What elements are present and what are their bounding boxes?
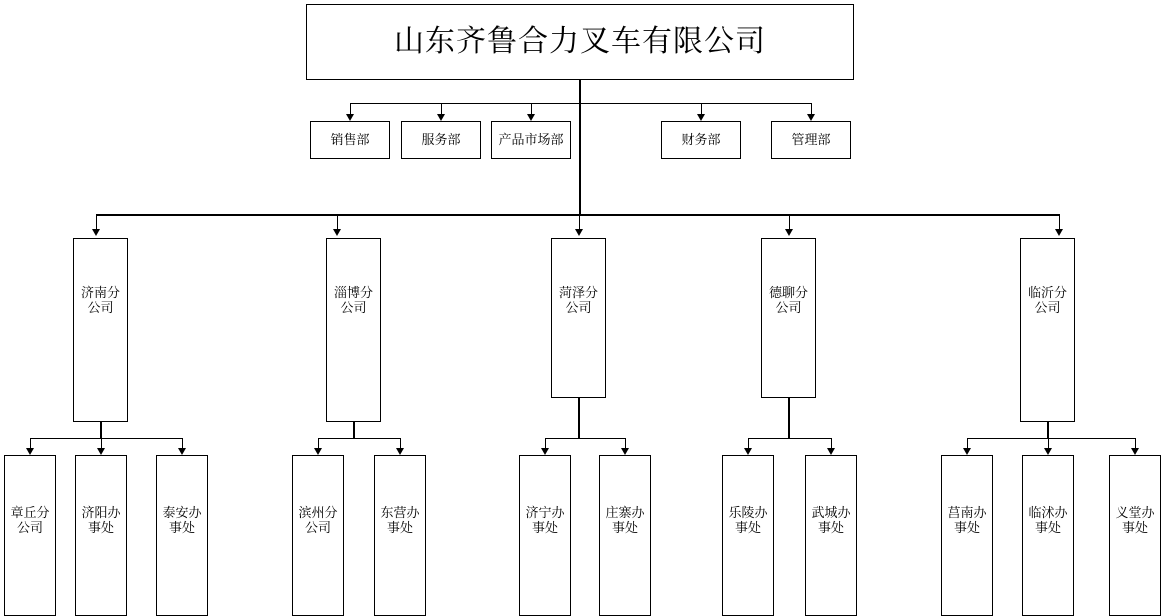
heze-arrow-2 (621, 448, 629, 455)
trunk-line (579, 80, 581, 215)
dept-label-sales: 销售部 (330, 132, 370, 148)
branch-node-zibo (326, 238, 381, 422)
dept-node-service (401, 121, 481, 159)
jinan-stem (100, 422, 102, 439)
branch-arrow-5 (1055, 229, 1063, 236)
deliao-arrow-1 (744, 448, 752, 455)
office-node-taian (156, 455, 208, 616)
office-label-wucheng: 武城办事处 (811, 505, 851, 536)
office-label-jining: 济宁办事处 (525, 505, 565, 536)
root-node (306, 4, 854, 80)
linyi-arrow-1 (963, 448, 971, 455)
dept-arrow-4 (697, 114, 705, 121)
branch-label-linyi: 临沂分公司 (1027, 285, 1067, 316)
office-node-zhuangzhai (599, 455, 651, 616)
dept-bus-line (350, 103, 812, 104)
dept-label-product-market: 产品市场部 (498, 132, 564, 148)
office-label-yitang: 义堂办事处 (1115, 505, 1155, 536)
dept-node-product-market (491, 121, 571, 159)
deliao-arrow-2 (827, 448, 835, 455)
office-node-junan (941, 455, 993, 616)
root-node-label: 山东齐鲁合力叉车有限公司 (394, 25, 766, 59)
deliao-stem (788, 398, 790, 439)
office-label-taian: 泰安办事处 (162, 505, 202, 536)
dept-label-management: 管理部 (791, 132, 831, 148)
office-node-linshu (1022, 455, 1074, 616)
jinan-arrow-3 (178, 448, 186, 455)
zibo-bus (318, 438, 400, 439)
branch-node-deliao (761, 238, 816, 398)
dept-arrow-3 (527, 114, 535, 121)
dept-node-sales (310, 121, 390, 159)
office-node-dongying (374, 455, 426, 616)
office-node-yitang (1109, 455, 1161, 616)
branch-node-heze (551, 238, 606, 398)
branch-arrow-4 (785, 229, 793, 236)
office-node-binzhou (292, 455, 344, 616)
branch-label-deliao: 德聊分公司 (768, 285, 808, 316)
office-label-zhangqiu: 章丘分公司 (10, 505, 50, 536)
office-node-jiyang (75, 455, 127, 616)
office-label-junan: 莒南办事处 (947, 505, 987, 536)
office-label-zhuangzhai: 庄寨办事处 (605, 505, 645, 536)
zibo-stem (353, 422, 355, 439)
heze-arrow-1 (541, 448, 549, 455)
branch-label-heze: 菏泽分公司 (558, 285, 598, 316)
dept-arrow-2 (437, 114, 445, 121)
deliao-bus (748, 438, 831, 439)
linyi-arrow-2 (1044, 448, 1052, 455)
linyi-arrow-3 (1131, 448, 1139, 455)
zibo-arrow-2 (396, 448, 404, 455)
office-label-dongying: 东营办事处 (380, 505, 420, 536)
dept-arrow-1 (346, 114, 354, 121)
heze-stem (578, 398, 580, 439)
office-label-linshu: 临沭办事处 (1028, 505, 1068, 536)
dept-arrow-5 (807, 114, 815, 121)
office-node-jining (519, 455, 571, 616)
branch-node-linyi (1020, 238, 1075, 422)
office-label-jiyang: 济阳办事处 (81, 505, 121, 536)
office-label-binzhou: 滨州分公司 (298, 505, 338, 536)
dept-node-management (771, 121, 851, 159)
dept-label-service: 服务部 (421, 132, 461, 148)
linyi-bus (967, 438, 1135, 439)
linyi-stem (1047, 422, 1049, 439)
branch-node-jinan (73, 238, 128, 422)
dept-label-finance: 财务部 (681, 132, 721, 148)
heze-bus (545, 438, 625, 439)
branch-label-zibo: 淄博分公司 (333, 285, 373, 316)
office-node-leling (722, 455, 774, 616)
jinan-arrow-1 (26, 448, 34, 455)
jinan-arrow-2 (97, 448, 105, 455)
jinan-bus (30, 438, 182, 439)
branch-arrow-1 (92, 229, 100, 236)
branch-bus-line (96, 214, 1059, 216)
branch-label-jinan: 济南分公司 (80, 285, 120, 316)
dept-node-finance (661, 121, 741, 159)
office-label-leling: 乐陵办事处 (728, 505, 768, 536)
branch-arrow-2 (333, 229, 341, 236)
office-node-zhangqiu (4, 455, 56, 616)
office-node-wucheng (805, 455, 857, 616)
zibo-arrow-1 (314, 448, 322, 455)
branch-arrow-3 (575, 229, 583, 236)
